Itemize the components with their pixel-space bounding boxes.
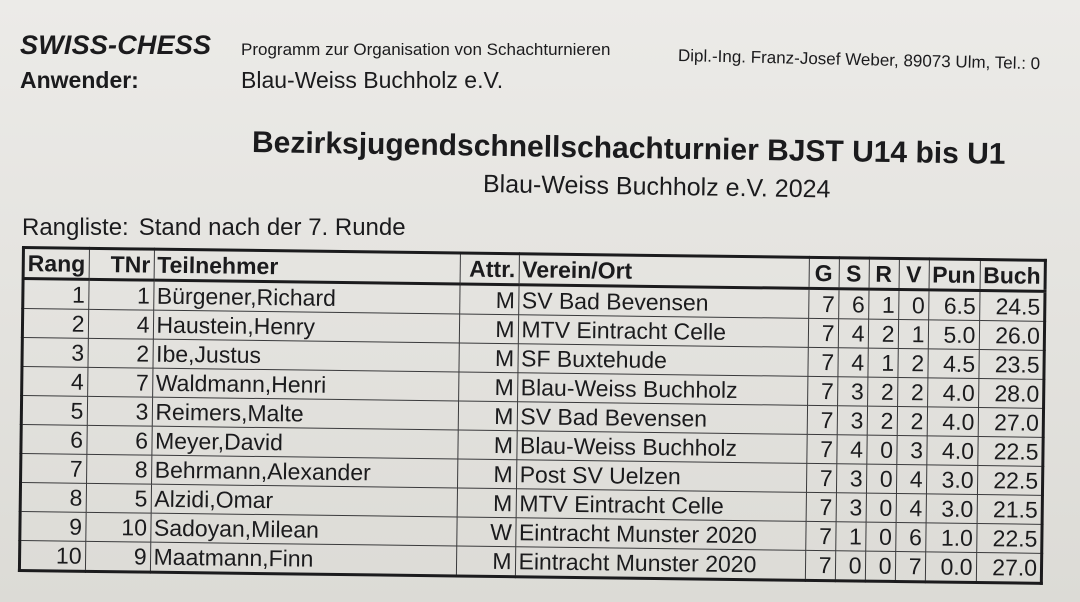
cell-v: 7 bbox=[895, 551, 925, 581]
cell-v: 0 bbox=[898, 290, 928, 320]
ranking-status: Stand nach der 7. Runde bbox=[138, 214, 406, 241]
cell-tnr: 4 bbox=[88, 309, 153, 339]
software-description: Programm zur Organisation von Schachturnieren bbox=[241, 40, 611, 59]
cell-g: 7 bbox=[805, 550, 835, 580]
cell-attr: M bbox=[459, 284, 518, 315]
cell-teilnehmer: Reimers,Malte bbox=[152, 397, 458, 430]
cell-v: 6 bbox=[895, 522, 925, 551]
cell-rang: 4 bbox=[22, 367, 88, 397]
cell-rang: 6 bbox=[21, 425, 87, 455]
cell-r: 0 bbox=[865, 522, 895, 551]
cell-buchholz: 22.5 bbox=[977, 466, 1043, 496]
cell-teilnehmer: Haustein,Henry bbox=[153, 310, 459, 343]
cell-tnr: 3 bbox=[87, 396, 152, 426]
cell-r: 0 bbox=[866, 464, 896, 493]
tournament-subtitle: Blau-Weiss Buchholz e.V. 2024 bbox=[482, 170, 831, 204]
cell-g: 7 bbox=[807, 405, 837, 434]
cell-punkte: 3.0 bbox=[926, 494, 977, 524]
cell-v: 4 bbox=[896, 494, 926, 523]
cell-attr: M bbox=[458, 372, 517, 402]
cell-attr: M bbox=[458, 343, 517, 373]
col-header-teilnehmer: Teilnehmer bbox=[154, 249, 460, 284]
cell-g: 7 bbox=[808, 288, 838, 318]
cell-attr: M bbox=[457, 430, 516, 460]
col-header-buchholz: Buch bbox=[980, 260, 1046, 292]
tournament-title: Bezirksjugendschnellschachturnier BJST U14 bis U1 bbox=[251, 126, 1006, 171]
cell-g: 7 bbox=[806, 492, 836, 521]
col-header-rang: Rang bbox=[23, 248, 89, 280]
cell-r: 0 bbox=[865, 551, 895, 581]
cell-teilnehmer: Sadoyan,Milean bbox=[150, 513, 456, 546]
cell-buchholz: 27.0 bbox=[978, 408, 1044, 438]
cell-attr: M bbox=[456, 546, 515, 577]
cell-verein: SF Buxtehude bbox=[517, 344, 807, 377]
cell-punkte: 4.0 bbox=[926, 436, 977, 466]
cell-attr: M bbox=[457, 459, 516, 489]
cell-s: 4 bbox=[836, 435, 866, 464]
cell-tnr: 6 bbox=[86, 425, 151, 455]
ranking-table bbox=[18, 246, 1047, 585]
cell-buchholz: 22.5 bbox=[976, 524, 1042, 554]
cell-r: 1 bbox=[868, 289, 898, 319]
cell-punkte: 1.0 bbox=[925, 523, 976, 553]
cell-v: 3 bbox=[896, 436, 926, 465]
col-header-punkte: Pun bbox=[929, 259, 980, 291]
cell-punkte: 0.0 bbox=[925, 552, 976, 583]
cell-buchholz: 24.5 bbox=[979, 291, 1045, 322]
cell-r: 0 bbox=[866, 493, 896, 522]
cell-v: 4 bbox=[896, 465, 926, 494]
cell-attr: W bbox=[456, 517, 515, 547]
col-header-g: G bbox=[809, 257, 839, 288]
cell-punkte: 4.0 bbox=[927, 378, 978, 408]
cell-r: 2 bbox=[867, 377, 897, 406]
col-header-tnr: TNr bbox=[89, 248, 154, 280]
cell-rang: 5 bbox=[21, 396, 87, 426]
cell-tnr: 2 bbox=[87, 338, 152, 368]
cell-g: 7 bbox=[806, 463, 836, 492]
cell-s: 4 bbox=[838, 319, 868, 348]
ranking-table-wrapper bbox=[18, 246, 1047, 585]
cell-rang: 2 bbox=[22, 309, 88, 339]
cell-teilnehmer: Alzidi,Omar bbox=[151, 484, 457, 517]
cell-punkte: 5.0 bbox=[928, 320, 979, 350]
cell-verein: Post SV Uelzen bbox=[516, 460, 806, 493]
cell-teilnehmer: Meyer,David bbox=[151, 426, 457, 459]
ranking-table-body bbox=[19, 279, 1045, 584]
cell-verein: SV Bad Bevensen bbox=[517, 402, 807, 435]
cell-attr: M bbox=[459, 314, 518, 344]
cell-attr: M bbox=[458, 401, 517, 431]
cell-r: 2 bbox=[868, 319, 898, 348]
cell-g: 7 bbox=[807, 347, 837, 376]
cell-buchholz: 27.0 bbox=[976, 553, 1042, 584]
software-author: Dipl.-Ing. Franz-Josef Weber, 89073 Ulm, Tel.: 0 bbox=[677, 46, 1041, 74]
cell-verein: Eintracht Munster 2020 bbox=[515, 547, 805, 581]
cell-punkte: 3.0 bbox=[926, 465, 977, 495]
cell-tnr: 8 bbox=[86, 454, 151, 484]
cell-verein: MTV Eintracht Celle bbox=[518, 315, 808, 348]
cell-v: 2 bbox=[897, 378, 927, 407]
cell-teilnehmer: Behrmann,Alexander bbox=[151, 455, 457, 488]
cell-s: 0 bbox=[835, 551, 865, 581]
cell-verein: Blau-Weiss Buchholz bbox=[516, 431, 806, 464]
cell-rang: 1 bbox=[23, 279, 89, 310]
cell-g: 7 bbox=[808, 318, 838, 347]
cell-teilnehmer: Waldmann,Henri bbox=[152, 368, 458, 401]
cell-teilnehmer: Ibe,Justus bbox=[152, 339, 458, 372]
cell-tnr: 10 bbox=[85, 512, 150, 542]
cell-s: 3 bbox=[836, 464, 866, 493]
cell-g: 7 bbox=[806, 434, 836, 463]
col-header-attr: Attr. bbox=[460, 253, 519, 285]
cell-g: 7 bbox=[805, 521, 835, 550]
cell-rang: 7 bbox=[21, 454, 87, 484]
cell-teilnehmer: Bürgener,Richard bbox=[153, 280, 459, 314]
cell-s: 1 bbox=[835, 522, 865, 551]
cell-v: 2 bbox=[897, 407, 927, 436]
cell-v: 1 bbox=[898, 320, 928, 349]
cell-verein: SV Bad Bevensen bbox=[518, 285, 808, 319]
cell-buchholz: 21.5 bbox=[977, 495, 1043, 525]
cell-attr: M bbox=[457, 488, 516, 518]
cell-r: 1 bbox=[867, 348, 897, 377]
software-brand: SWISS-CHESS bbox=[20, 30, 212, 60]
cell-v: 2 bbox=[897, 349, 927, 378]
cell-verein: MTV Eintracht Celle bbox=[516, 489, 806, 522]
user-label: Anwender: bbox=[20, 67, 139, 93]
cell-buchholz: 23.5 bbox=[978, 350, 1044, 380]
cell-r: 0 bbox=[866, 435, 896, 464]
cell-punkte: 6.5 bbox=[928, 290, 979, 321]
ranking-caption bbox=[22, 214, 406, 242]
col-header-r: R bbox=[869, 258, 899, 289]
cell-tnr: 7 bbox=[87, 367, 152, 397]
cell-rang: 9 bbox=[20, 511, 86, 541]
cell-r: 2 bbox=[867, 406, 897, 435]
cell-buchholz: 22.5 bbox=[977, 437, 1043, 467]
cell-buchholz: 28.0 bbox=[978, 379, 1044, 409]
cell-verein: Eintracht Munster 2020 bbox=[515, 518, 805, 551]
cell-s: 4 bbox=[837, 348, 867, 377]
col-header-s: S bbox=[839, 258, 869, 289]
cell-g: 7 bbox=[807, 376, 837, 405]
cell-punkte: 4.0 bbox=[927, 407, 978, 437]
cell-tnr: 1 bbox=[88, 279, 153, 310]
cell-punkte: 4.5 bbox=[927, 349, 978, 379]
cell-s: 3 bbox=[837, 377, 867, 406]
cell-s: 3 bbox=[836, 493, 866, 522]
cell-s: 3 bbox=[837, 406, 867, 435]
ranking-label: Rangliste: bbox=[22, 214, 129, 241]
user-name: Blau-Weiss Buchholz e.V. bbox=[241, 67, 504, 93]
cell-teilnehmer: Maatmann,Finn bbox=[150, 542, 456, 576]
cell-rang: 8 bbox=[20, 483, 86, 513]
cell-rang: 3 bbox=[22, 338, 88, 368]
cell-tnr: 5 bbox=[86, 483, 151, 513]
cell-tnr: 9 bbox=[85, 541, 150, 572]
cell-verein: Blau-Weiss Buchholz bbox=[517, 373, 807, 406]
cell-rang: 10 bbox=[19, 540, 85, 571]
col-header-v: V bbox=[899, 259, 929, 290]
col-header-verein: Verein/Ort bbox=[519, 254, 809, 289]
cell-buchholz: 26.0 bbox=[979, 321, 1045, 351]
cell-s: 6 bbox=[838, 289, 868, 319]
